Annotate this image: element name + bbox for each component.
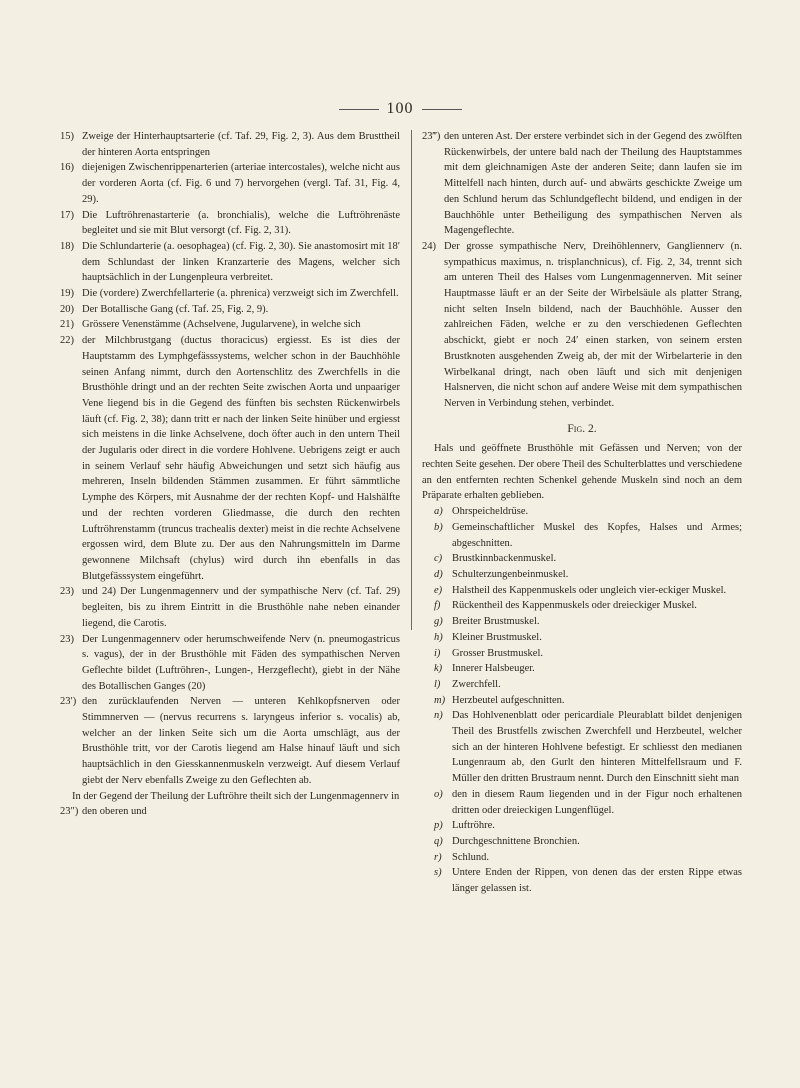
legend-item (422, 787, 742, 818)
item-number: 23‴) (422, 131, 441, 142)
legend-letter: m) (434, 694, 446, 706)
legend-item (422, 850, 742, 866)
legend-text: Untere Enden der Rippen, von denen das der ersten Rippe etwas länger gelassen ist. (452, 867, 742, 895)
numbered-item (422, 129, 742, 239)
numbered-item (60, 208, 400, 239)
legend-letter: r) (434, 851, 442, 863)
column-divider (411, 130, 412, 630)
legend-item (422, 504, 742, 520)
item-text: Der Lungenmagennerv oder herumschweifende Nerv (n. pneumogastricus s. vagus), der in der Brusthöhle mit Fäden des sympathischen Nerven Geflechte bildet (Luftröhren-, Lungen-, Herzgeflecht), giebt in der Nähe des Botallischen Ganges (20) (82, 633, 400, 692)
legend-item (422, 630, 742, 646)
numbered-item (60, 694, 400, 788)
legend-text: Grosser Brustmuskel. (452, 647, 543, 659)
legend-letter: p) (434, 820, 443, 832)
legend-item (422, 598, 742, 614)
item-number: 23″) (60, 806, 79, 818)
item-number: 21) (60, 319, 74, 331)
left-item-list (60, 129, 400, 789)
item-text: diejenigen Zwischenrippenarterien (arteriae intercostales), welche nicht aus der vorderen Aorta (cf. Fig. 6 und 7) hervorgehen (vergl. Taf. 31, Fig. 4, 29). (82, 162, 400, 205)
item-text: Der grosse sympathische Nerv, Dreihöhlennerv, Gangliennerv (n. sympathicus maximus, n. trisplanchnicus), cf. Fig. 2, 34, trennt sich am unteren Theil des Halses vom Lungenmagennerven. Mit seiner Hauptmasse läuft er an der Seite der Wirbelsäule als platter Strang, nicht selten Inseln bildend, nach der Bauchhöhle. Ausser den zahlreichen Fäden, welche er zu den verschiedenen Geflechten abschickt, giebt er noch 24′ einen starken, von seinem ersten Brustknoten ausgehenden Zweig ab, der mit der Wirbelarterie in den Wirbelkanal dringt, nach oben läuft und sich mit denjenigen Halsnerven, die nicht schon auf andere Weise mit dem sympathischen Nerven in Verbindung stehen, verbindet. (444, 240, 742, 409)
numbered-item (60, 302, 400, 318)
item-number: 18) (60, 240, 74, 252)
numbered-item (60, 286, 400, 302)
legend-text: den in diesem Raum liegenden und in der Figur noch erhaltenen dritten oder dreieckigen Lungenflügel. (452, 788, 742, 816)
legend-item (422, 551, 742, 567)
legend-text: Halstheil des Kappenmuskels oder ungleich vier-eckiger Muskel. (452, 584, 727, 596)
item-text: den zurücklaufenden Nerven — unteren Kehlkopfsnerven oder Stimmnerven — (nervus recurrens s. laryngeus inferior s. vocalis) ab, welcher an der linken Seite sich um die Aorta umschlägt, aus der Brusthöhle tritt, vor der Carotis liegend am Halse hinauf läuft und sich hauptsächlich in den Giesskannenmuskeln verzweigt. Auf diesem Verlauf giebt der Nerv ebenfalls Zweige zu den Geflechten ab. (82, 696, 400, 786)
item-text: Die (vordere) Zwerchfellarterie (a. phrenica) verzweigt sich im Zwerchfell. (82, 288, 399, 300)
legend-text: Das Hohlvenenblatt oder pericardiale Pleurablatt bildet denjenigen Theil des Brustfells zwischen Zwerchfell und Herzbeutel, welcher sich an der hinteren Hohlvene befestigt. Er schliesst den medianen Lungenraum ab, den Gurlt den hinteren Mittelfellsraum und F. Müller den dritten Brustraum nennt. Durch den Einschnitt sieht man (452, 710, 742, 785)
legend-letter: k) (434, 663, 443, 675)
left-tail-paragraph: In der Gegend der Theilung der Luftröhre theilt sich der Lungenmagennerv in (72, 790, 400, 802)
legend-text: Breiter Brustmuskel. (452, 616, 540, 628)
legend-text: Gemeinschaftlicher Muskel des Kopfes, Halses und Armes; abgeschnitten. (452, 521, 742, 549)
legend-letter: b) (434, 521, 443, 533)
legend-item (422, 614, 742, 630)
legend-item (422, 520, 742, 551)
legend-text: Luftröhre. (452, 820, 495, 832)
legend-letter: s) (434, 867, 442, 879)
item-text: Der Botallische Gang (cf. Taf. 25, Fig. 2, 9). (82, 303, 269, 315)
item-number: 17) (60, 209, 74, 221)
legend-letter: q) (434, 835, 443, 847)
legend-letter: d) (434, 568, 443, 580)
left-column (60, 129, 400, 820)
legend-text: Zwerchfell. (452, 678, 501, 690)
item-text: Die Schlundarterie (a. oesophagea) (cf. Fig. 2, 30). Sie anastomosirt mit 18′ dem Schlundast der linken Kranzarterie des Magens, welcher sich hauptsächlich in der Lungenpleura verbreitet. (82, 240, 400, 284)
legend-item (422, 661, 742, 677)
legend-letter: l) (434, 678, 441, 690)
legend-item (422, 693, 742, 709)
legend-item (422, 567, 742, 583)
legend-text: Schlund. (452, 851, 490, 863)
right-column (422, 129, 742, 897)
figure-intro: Hals und geöffnete Brusthöhle mit Gefässen und Nerven; von der rechten Seite gesehen. Der obere Theil des Schulterblattes und verschiedene an den entfernten rechten Schenkel gehende Muskeln sind noch an dem Präparate erhalten geblieben. (422, 443, 742, 502)
numbered-item (60, 317, 400, 333)
numbered-item (60, 584, 400, 631)
legend-letter: c) (434, 553, 443, 565)
item-text: Zweige der Hinterhauptsarterie (cf. Taf. 29, Fig. 2, 3). Aus dem Brusttheil der hinteren Aorta entspringen (82, 131, 400, 158)
item-number: 22) (60, 335, 74, 347)
legend-item (422, 583, 742, 599)
legend-letter: i) (434, 647, 441, 659)
legend-text: Rückentheil des Kappenmuskels oder dreieckiger Muskel. (452, 600, 697, 612)
legend-item (422, 865, 742, 896)
left-tail-item (60, 804, 400, 820)
page-number: 100 (0, 100, 800, 118)
item-number: 20) (60, 303, 74, 315)
legend-letter: f) (434, 600, 441, 612)
legend-item (422, 708, 742, 787)
legend-item (422, 646, 742, 662)
legend-letter: e) (434, 584, 443, 596)
item-number: 23) (60, 633, 74, 645)
item-number: 15) (60, 131, 74, 142)
right-item-list (422, 129, 742, 412)
item-number: 19) (60, 288, 74, 300)
legend-text: Durchgeschnittene Bronchien. (452, 835, 580, 847)
numbered-item (60, 333, 400, 584)
legend-letter: a) (434, 506, 443, 518)
numbered-item (60, 160, 400, 207)
legend-letter: o) (434, 788, 443, 800)
figure-title: Fig. 2. (567, 422, 597, 435)
numbered-item (422, 239, 742, 412)
numbered-item (60, 129, 400, 160)
legend-text: Innerer Halsbeuger. (452, 663, 535, 675)
legend-item (422, 677, 742, 693)
numbered-item (60, 239, 400, 286)
item-text: und 24) Der Lungenmagennerv und der sympathische Nerv (cf. Taf. 29) begleiten, bis zu ihrem Eintritt in die Brusthöhle nahe neben einander liegend, die Carotis. (82, 586, 400, 629)
item-number: 23) (60, 586, 74, 598)
legend-text: Schulterzungenbeinmuskel. (452, 568, 569, 580)
legend-letter: g) (434, 616, 443, 628)
legend-item (422, 818, 742, 834)
legend-text: Herzbeutel aufgeschnitten. (452, 694, 565, 706)
item-text: den oberen und (82, 806, 147, 818)
figure-legend (422, 504, 742, 897)
item-text: den unteren Ast. Der erstere verbindet sich in der Gegend des zwölften Rückenwirbels, der untere bald nach der Theilung des Hauptstammes mit dem gleichnamigen Aste der anderen Seite; dann laufen sie im Mittelfell nach hinten, durch auf- und abwärts geschickte Zweige um den Schlund herum das Schlundgeflecht bildend, und endigen in der Bauchhöhle unter Betheiligung des sympathischen Nerven als Magengeflechte. (444, 131, 742, 237)
numbered-item (60, 632, 400, 695)
item-number: 23′) (60, 696, 77, 708)
item-number: 16) (60, 162, 74, 174)
item-text: Die Luftröhrenastarterie (a. bronchialis), welche die Luftröhrenäste begleitet und sie mit Blut versorgt (cf. Fig. 2, 31). (82, 209, 400, 237)
legend-text: Ohrspeicheldrüse. (452, 506, 529, 518)
item-number: 24) (422, 240, 436, 252)
item-text: der Milchbrustgang (ductus thoracicus) ergiesst. Es ist dies der Hauptstamm des Lymphgefässsystems, welcher schon in der Bauchhöhle seinen Anfang nimmt, durch den Aortenschlitz des Zwerchfells in die Brusthöhle dringt und an der rechten Seite zwischen Aorta und unpaariger Vene liegend bis in die Gegend des fünften bis sechsten Rückenwirbels läuft (cf. Fig. 2, 38); dann tritt er nach der linken Seite hinüber und ergiesst sich meistens in die linke Achselvene, doch öfter auch in den untern Theil der Jugularis oder direct in die vordere Hohlvene. Uebrigens zeigt er auch in seinem Verlauf sehr häufig Abweichungen und setzt sich häufig aus mehreren, Inseln bildenden Stämmen zusammen. Er führt sämmtliche Lymphe des Körpers, mit Ausnahme der der rechten Kopf- und Halshälfte und der rechten vorderen Gliedmasse, die durch den rechten Luftröhrenstamm (truncus trachealis dexter) meist in die rechte Achselvene ergossen wird, dem Blute zu. Der aus den Nahrungsmitteln im Darme gewonnene Milchsaft (chylus) wird durch ihn ebenfalls in das Blutgefässsystem eingeführt. (82, 335, 400, 582)
legend-item (422, 834, 742, 850)
legend-letter: n) (434, 710, 443, 722)
legend-text: Brustkinnbackenmuskel. (452, 553, 557, 565)
legend-text: Kleiner Brustmuskel. (452, 631, 542, 643)
item-text: Grössere Venenstämme (Achselvene, Jugularvene), in welche sich (82, 319, 361, 331)
legend-letter: h) (434, 631, 443, 643)
